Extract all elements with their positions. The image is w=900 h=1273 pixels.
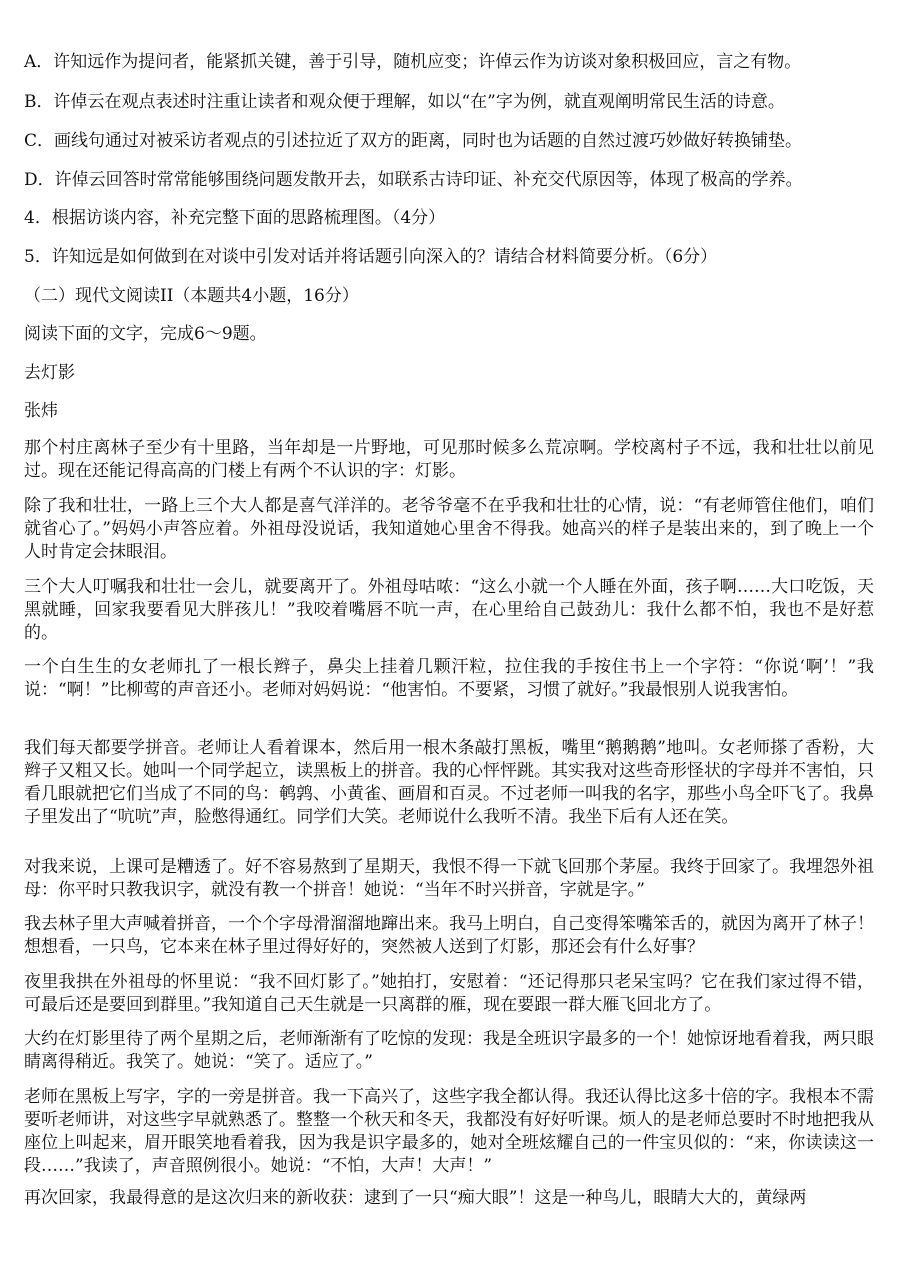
passage-paragraph-9: 大约在灯影里待了两个星期之后，老师渐渐有了吃惊的发现：我是全班识字最多的一个！她惊讶地看着我，两只眼睛离得稍近。我笑了。她说：“笑了。适应了。” <box>24 1029 874 1072</box>
passage-paragraph-4: 一个白生生的女老师扎了一根长辫子，鼻尖上挂着几颗汗粒，拉住我的手按住书上一个字符：“你说‘啊’！”我说：“啊！”比柳莺的声音还小。老师对妈妈说：“他害怕。不要紧，习惯了就好。”我最恨别人说我害怕。 <box>24 657 874 700</box>
passage-paragraph-2: 除了我和壮壮，一路上三个大人都是喜气洋洋的。老爷爷毫不在乎我和壮壮的心情，说：“有老师管住他们，咱们就省心了。”妈妈小声答应着。外祖母没说话，我知道她心里舍不得我。她高兴的样子是装出来的，到了晚上一个人时肯定会抹眼泪。 <box>24 496 874 562</box>
option-a: A．许知远作为提问者，能紧抓关键，善于引导，随机应变；许倬云作为访谈对象积极回应，言之有物。 <box>24 52 802 72</box>
question-5: 5．许知远是如何做到在对谈中引发对话并将话题引向深入的？请结合材料简要分析。（6分） <box>24 247 718 267</box>
section-heading: （二）现代文阅读II（本题共4小题，16分） <box>24 286 359 306</box>
passage-paragraph-8: 夜里我拱在外祖母的怀里说：“我不回灯影了。”她拍打，安慰着：“还记得那只老呆宝吗？它在我们家过得不错，可最后还是要回到群里。”我知道自己天生就是一只离群的雁，现在要跟一群大雁飞回北方了。 <box>24 972 874 1015</box>
passage-paragraph-11: 再次回家，我最得意的是这次归来的新收获：逮到了一只“痴大眼”！这是一种鸟儿，眼睛大大的，黄绿两 <box>24 1188 807 1208</box>
passage-paragraph-5: 我们每天都要学拼音。老师让人看着课本，然后用一根木条敲打黑板，嘴里“鹅鹅鹅”地叫。女老师搽了香粉，大辫子又粗又长。她叫一个同学起立，读黑板上的拼音。我的心怦怦跳。其实我对这些奇形怪状的字母并不害怕，只看几眼就把它们当成了不同的鸟：鹌鹑、小黄雀、画眉和百灵。不过老师一叫我的名字，那些小鸟全吓飞了。我鼻子里发出了“吭吭”声，脸憋得通红。同学们大笑。老师说什么我听不清。我坐下后有人还在笑。 <box>24 738 874 827</box>
passage-paragraph-3: 三个大人叮嘱我和壮壮一会儿，就要离开了。外祖母咕哝：“这么小就一个人睡在外面，孩子啊……大口吃饭，天黑就睡，回家我要看见大胖孩儿！”我咬着嘴唇不吭一声，在心里给自己鼓劲儿：我什么都不怕，我也不是好惹的。 <box>24 577 874 643</box>
option-c: C．画线句通过对被采访者观点的引述拉近了双方的距离，同时也为话题的自然过渡巧妙做好转换铺垫。 <box>24 131 803 151</box>
option-d: D．许倬云回答时常常能够围绕问题发散开去，如联系古诗印证、补充交代原因等，体现了极高的学养。 <box>24 170 803 190</box>
passage-paragraph-10: 老师在黑板上写字，字的一旁是拼音。我一下高兴了，这些字我全都认得。我还认得比这多十倍的字。我根本不需要听老师讲，对这些字早就熟悉了。整整一个秋天和冬天，我都没有好好听课。烦人的是老师总要时不时地把我从座位上叫起来，眉开眼笑地看着我，因为我是识字最多的，她对全班炫耀自己的一件宝贝似的：“来，你读读这一段……”我读了，声音照例很小。她说：“不怕，大声！大声！” <box>24 1087 874 1176</box>
passage-title: 去灯影 <box>24 363 75 383</box>
question-4: 4．根据访谈内容，补充完整下面的思路梳理图。（4分） <box>24 208 446 228</box>
option-b: B．许倬云在观点表述时注重让读者和观众便于理解，如以“在”字为例，就直观阐明常民生活的诗意。 <box>24 92 785 112</box>
passage-paragraph-7: 我去林子里大声喊着拼音，一个个字母滑溜溜地蹿出来。我马上明白，自己变得笨嘴笨舌的，就因为离开了林子！想想看，一只鸟，它本来在林子里过得好好的，突然被人送到了灯影，那还会有什么好事？ <box>24 914 874 957</box>
passage-paragraph-6: 对我来说，上课可是糟透了。好不容易熬到了星期天，我恨不得一下就飞回那个茅屋。我终于回家了。我埋怨外祖母：你平时只教我识字，就没有教一个拼音！她说：“当年不时兴拼音，字就是字。” <box>24 857 874 900</box>
passage-author: 张炜 <box>24 401 58 421</box>
reading-instruction: 阅读下面的文字，完成6～9题。 <box>24 324 267 344</box>
passage-paragraph-1: 那个村庄离林子至少有十里路，当年却是一片野地，可见那时候多么荒凉啊。学校离村子不远，我和壮壮以前见过。现在还能记得高高的门楼上有两个不认识的字：灯影。 <box>24 438 874 481</box>
